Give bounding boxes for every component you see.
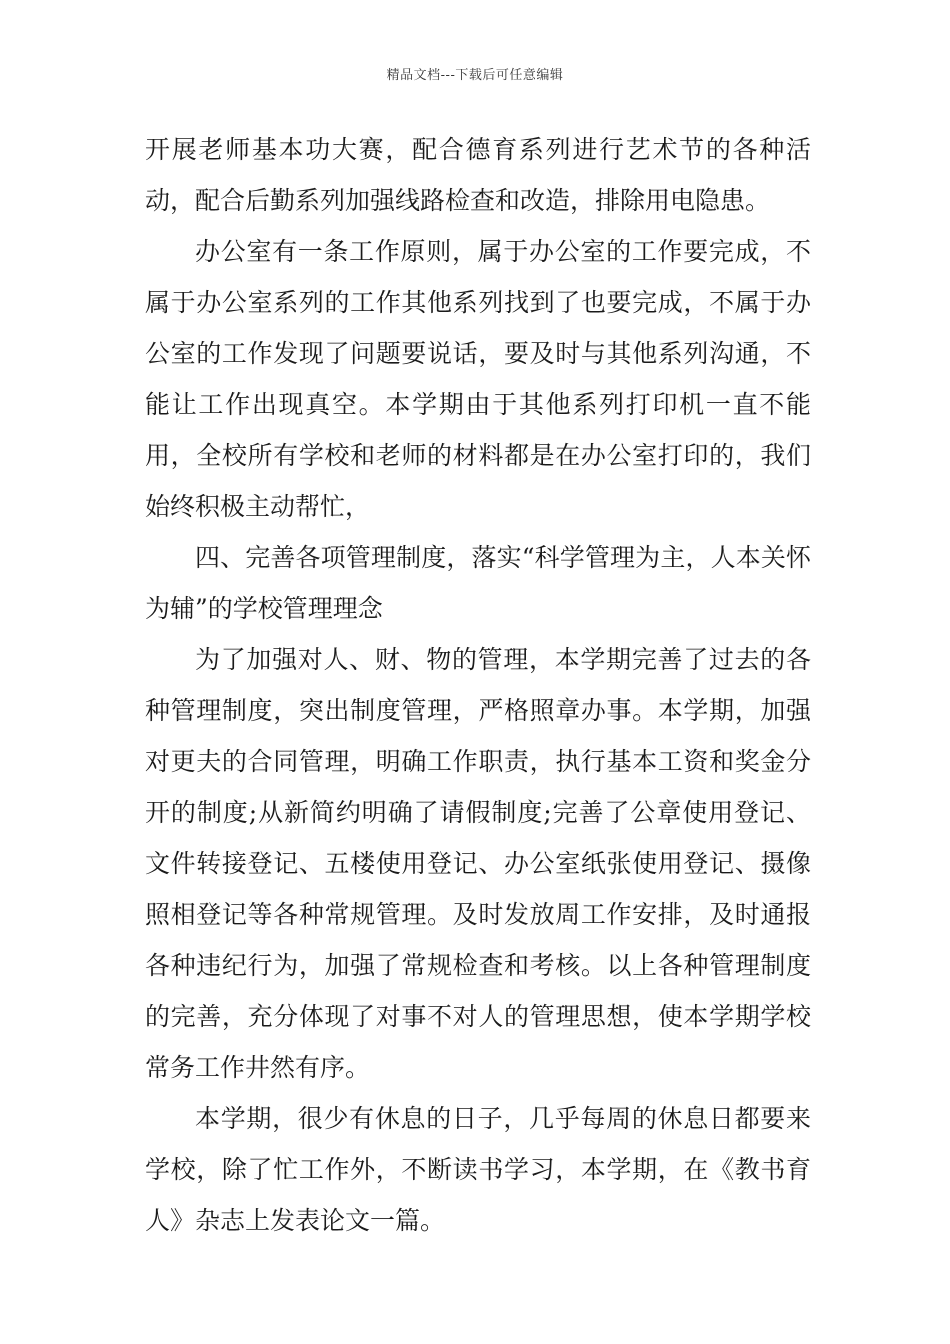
- paragraph-management-system: 为了加强对人、财、物的管理，本学期完善了过去的各种管理制度，突出制度管理，严格照章办事。本学期，加强对更夫的合同管理，明确工作职责，执行基本工资和奖金分开的制度;从新简约明确了请假制度;完善了公章使用登记、文件转接登记、五楼使用登记、办公室纸张使用登记、摄像照相登记等各种常规管理。及时发放周工作安排，及时通报各种违纪行为，加强了常规检查和考核。以上各种管理制度的完善，充分体现了对事不对人的管理思想，使本学期学校常务工作井然有序。: [145, 645, 811, 1082]
- paragraph-office-principle: 办公室有一条工作原则，属于办公室的工作要完成，不属于办公室系列的工作其他系列找到了也要完成，不属于办公室的工作发现了问题要说话，要及时与其他系列沟通，不能让工作出现真空。本学期由于其他系列打印机一直不能用，全校所有学校和老师的材料都是在办公室打印的，我们始终积极主动帮忙，: [145, 237, 811, 521]
- paragraph-personal-study: 本学期，很少有休息的日子，几乎每周的休息日都要来学校，除了忙工作外，不断读书学习，本学期，在《教书育人》杂志上发表论文一篇。: [145, 1104, 811, 1235]
- document-body: [145, 124, 811, 1246]
- paragraph-continuation: 开展老师基本功大赛，配合德育系列进行艺术节的各种活动，配合后勤系列加强线路检查和改造，排除用电隐患。: [145, 135, 811, 215]
- page-header: 精品文档---下载后可任意编辑: [386, 68, 564, 83]
- section-heading-management: 四、完善各项管理制度，落实“科学管理为主，人本关怀为辅”的学校管理理念: [145, 543, 811, 623]
